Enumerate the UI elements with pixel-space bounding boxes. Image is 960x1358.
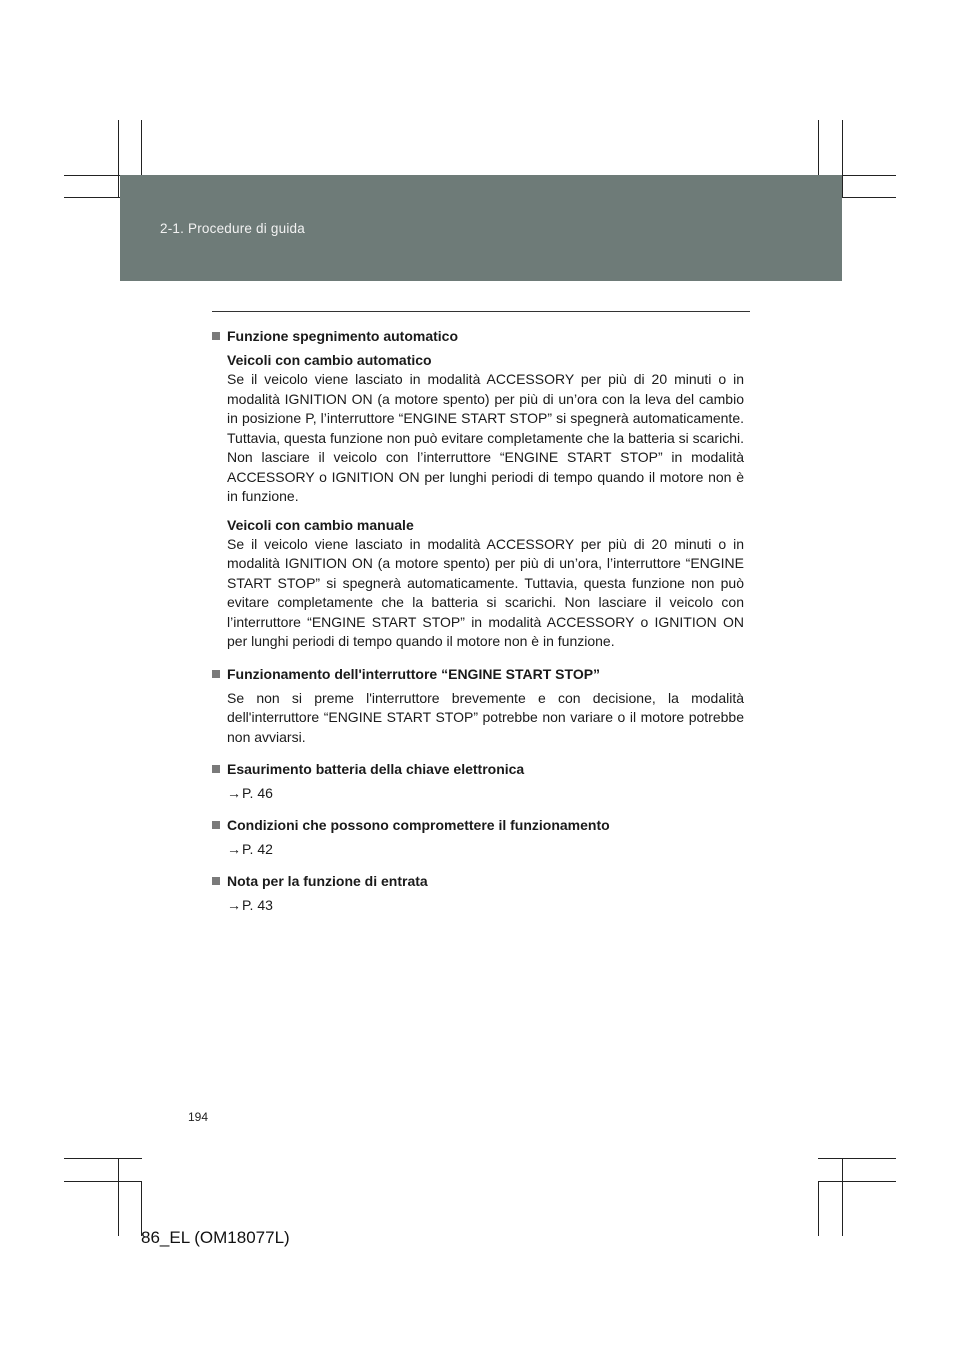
crop-mark	[118, 1158, 119, 1236]
page-reference[interactable]	[212, 840, 744, 859]
section-header	[120, 175, 842, 281]
crop-mark	[818, 1181, 819, 1236]
item-heading	[212, 759, 744, 779]
page-number: 194	[188, 1110, 209, 1124]
square-bullet-icon	[212, 332, 220, 340]
crop-mark	[818, 1158, 896, 1159]
crop-mark	[64, 1181, 142, 1182]
document-code: 86_EL (OM18077L)	[141, 1228, 290, 1247]
crop-mark	[118, 120, 119, 198]
square-bullet-icon	[212, 670, 220, 678]
item-body	[212, 351, 744, 652]
item-heading-text: Condizioni che possono compromettere il funzionamento	[227, 817, 610, 833]
page-reference-text: P. 46	[242, 785, 273, 801]
item-conditions	[212, 815, 744, 859]
sub-heading: Veicoli con cambio manuale	[227, 516, 414, 533]
crop-mark	[842, 1158, 843, 1236]
item-heading	[212, 664, 744, 684]
page-reference[interactable]	[212, 784, 744, 803]
item-switch-operation	[212, 664, 744, 748]
square-bullet-icon	[212, 877, 220, 885]
paragraph: Se non si preme l'interruttore brevemente e con decisione, la modalità dell'interruttore “ENGINE START STOP” potrebbe non variare o il motore potrebbe non avviarsi.	[227, 689, 744, 745]
item-key-battery	[212, 759, 744, 803]
item-heading	[212, 871, 744, 891]
arrow-right-icon: →	[227, 841, 241, 857]
page-reference-text: P. 42	[242, 841, 273, 857]
sub-heading: Veicoli con cambio automatico	[227, 352, 432, 368]
item-heading-text: Funzione spegnimento automatico	[227, 328, 459, 344]
item-auto-off	[212, 326, 744, 652]
item-heading	[212, 815, 744, 835]
square-bullet-icon	[212, 821, 220, 829]
item-heading-text: Funzionamento dell'interruttore “ENGINE START STOP”	[227, 665, 601, 682]
item-heading	[212, 326, 744, 346]
arrow-right-icon: →	[227, 785, 241, 801]
item-body	[212, 689, 744, 748]
item-heading-text: Nota per la funzione di entrata	[227, 873, 428, 889]
page-content	[212, 326, 744, 927]
square-bullet-icon	[212, 765, 220, 773]
item-heading-text: Esaurimento batteria della chiave elettronica	[227, 761, 525, 777]
arrow-right-icon: →	[227, 897, 241, 913]
page-reference[interactable]	[212, 896, 744, 915]
page-reference-text: P. 43	[242, 897, 273, 913]
paragraph: Se il veicolo viene lasciato in modalità ACCESSORY per più di 20 minuti o in modalità IGNITION ON (a motore spento) per più di un’ora, l’interruttore “ENGINE START STOP” si spegnerà automaticamente. Tuttavia, questa funzione non può evitare completamente che la batteria si scarichi. Non lasciare il veicolo con l’interruttore “ENGINE START STOP” in modalità ACCESSORY o IGNITION ON per lunghi periodi di tempo quando il motore non è in funzione.	[227, 535, 744, 649]
crop-mark	[64, 1158, 142, 1159]
paragraph: Se il veicolo viene lasciato in modalità ACCESSORY per più di 20 minuti o in modalità IGNITION ON (a motore spento) per più di un’ora con la leva del cambio in posizione P, l’interruttore “ENGINE START STOP” si spegnerà automaticamente. Tuttavia, questa funzione non può evitare completamente che la batteria si scarichi. Non lasciare il veicolo con l’interruttore “ENGINE START STOP” in modalità ACCESSORY o IGNITION ON per lunghi periodi di tempo quando il motore non è in funzione.	[227, 371, 744, 504]
crop-mark	[842, 120, 843, 198]
divider	[212, 311, 750, 312]
item-entry-note	[212, 871, 744, 915]
crop-mark	[818, 1181, 896, 1182]
section-title: 2-1. Procedure di guida	[160, 221, 305, 236]
